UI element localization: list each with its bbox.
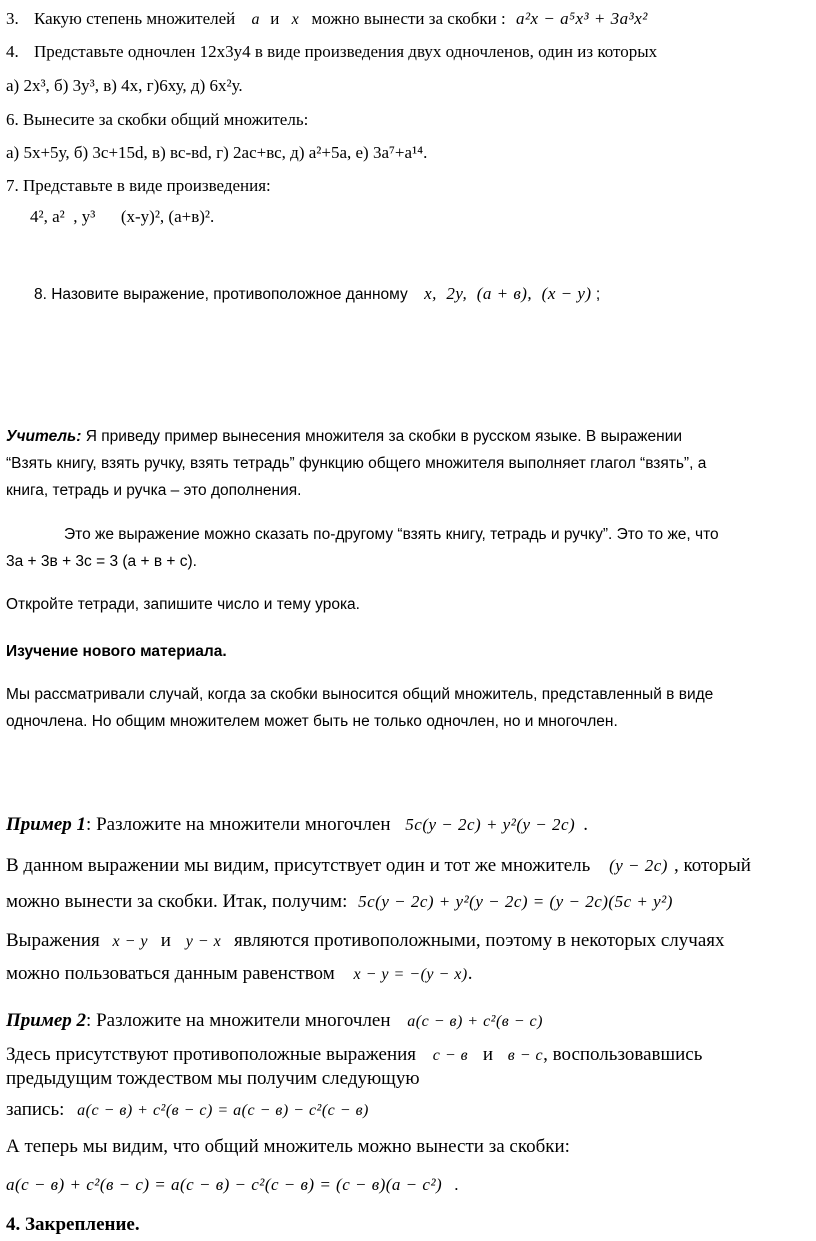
question-6-options: а) 5х+5у, б) 3с+15d, в) вс-вd, г) 2ас+вс, д) а²+5а, е) 3а⁷+а¹⁴. bbox=[6, 143, 428, 162]
dot: . bbox=[454, 1175, 459, 1194]
question-7-items: 4², а² , у³ (х-у)², (а+в)². bbox=[30, 207, 215, 226]
example-label: Пример 1 bbox=[6, 814, 87, 835]
example-1-line-4 bbox=[6, 930, 810, 952]
question-text: Представьте одночлен 12х3у4 в виде произведения двух одночленов, один из которых bbox=[34, 42, 658, 61]
example-1-line-5 bbox=[6, 963, 810, 985]
text: Здесь присутствуют противоположные выражения bbox=[6, 1044, 417, 1065]
example-1-line-2 bbox=[6, 855, 810, 877]
question-8 bbox=[34, 284, 810, 304]
teacher-label: Учитель: bbox=[6, 428, 82, 445]
text: запись: bbox=[6, 1099, 65, 1120]
text-end: являются противоположными, поэтому в некоторых случаях bbox=[233, 930, 725, 951]
new-material-line-1: Мы рассматривали случай, когда за скобки выносится общий множитель, представленный в виде bbox=[6, 686, 714, 703]
semicolon: ; bbox=[595, 286, 601, 303]
formula: a²x − a⁵x³ + 3a³x² bbox=[515, 9, 648, 28]
question-text-end: можно вынести за скобки : bbox=[311, 9, 506, 28]
text: можно вынести за скобки. Итак, получим: bbox=[6, 891, 348, 912]
text-end: , воспользовавшись bbox=[543, 1044, 703, 1065]
dot: . bbox=[467, 963, 473, 984]
example-label: Пример 2 bbox=[6, 1010, 87, 1031]
example-text: : Разложите на множители многочлен bbox=[86, 1010, 391, 1031]
section-4-heading: 4. Закрепление. bbox=[6, 1214, 140, 1235]
teacher-line-3: книга, тетрадь и ручка – это дополнения. bbox=[6, 482, 302, 499]
question-number: 4. bbox=[6, 42, 19, 61]
question-number: 3. bbox=[6, 9, 19, 28]
example-2-line-2 bbox=[6, 1044, 810, 1066]
conjunction: и bbox=[482, 1044, 494, 1065]
conjunction: и bbox=[270, 9, 280, 28]
text: В данном выражении мы видим, присутствует один и тот же множитель bbox=[6, 855, 591, 876]
question-6-title: 6. Вынесите за скобки общий множитель: bbox=[6, 110, 309, 129]
final-formula: a(c − в) + c²(в − c) = a(c − в) − c²(c − в) = (c − в)(a − c²) bbox=[6, 1175, 443, 1194]
new-material-line-2: одночлена. Но общим множителем может быть не только одночлен, но и многочлен. bbox=[6, 713, 618, 730]
new-material-heading: Изучение нового материала. bbox=[6, 643, 227, 660]
question-text: 8. Назовите выражение, противоположное данному bbox=[34, 286, 408, 303]
text: можно пользоваться данным равенством bbox=[6, 963, 335, 984]
identity-formula: x − y = −(y − x) bbox=[353, 966, 468, 983]
example-2-line-3: предыдущим тождеством мы получим следующую bbox=[6, 1068, 420, 1089]
question-text: Какую степень множителей bbox=[34, 9, 236, 28]
result-formula: 5c(y − 2c) + y²(y − 2c) = (y − 2c)(5c + y²) bbox=[358, 892, 673, 911]
teacher-instruction: Откройте тетради, запишите число и тему урока. bbox=[6, 596, 360, 613]
formula: 5c(y − 2c) + y²(y − 2c) bbox=[405, 815, 576, 834]
example-1-title bbox=[6, 814, 810, 836]
example-2-line-4 bbox=[6, 1099, 810, 1121]
example-2-line-5: А теперь мы видим, что общий множитель можно вынести за скобки: bbox=[6, 1136, 570, 1157]
expr-2: y − x bbox=[185, 933, 222, 950]
variable-a: a bbox=[251, 11, 261, 28]
factor-formula: (y − 2c) bbox=[609, 856, 668, 875]
teacher-paragraph-2-line-2: 3а + 3в + 3с = 3 (а + в + с). bbox=[6, 553, 197, 570]
teacher-paragraph-2: Это же выражение можно сказать по-другому “взять книгу, тетрадь и ручку”. Это то же, что bbox=[64, 526, 719, 543]
question-3 bbox=[6, 9, 810, 29]
text: Выражения bbox=[6, 930, 100, 951]
conjunction: и bbox=[160, 930, 171, 951]
text-end: , который bbox=[673, 855, 751, 876]
question-4-options: а) 2х³, б) 3у³, в) 4х, г)6ху, д) 6х²у. bbox=[6, 76, 243, 95]
expr-2: в − c bbox=[507, 1047, 544, 1064]
rewrite-formula: a(c − в) + c²(в − c) = a(c − в) − c²(c − в) bbox=[77, 1102, 369, 1119]
teacher-text: Я приведу пример вынесения множителя за скобки в русском языке. В выражении bbox=[81, 428, 683, 445]
expr-1: x − y bbox=[112, 933, 149, 950]
teacher-line-2: “Взять книгу, взять ручку, взять тетрадь” функцию общего множителя выполняет глагол “взять”, а bbox=[6, 455, 707, 472]
example-2-title bbox=[6, 1010, 810, 1032]
question-4 bbox=[6, 42, 810, 62]
formula: x, 2y, (a + в), (x − y) bbox=[424, 284, 592, 303]
formula: a(c − в) + c²(в − c) bbox=[407, 1013, 543, 1030]
question-7-title: 7. Представьте в виде произведения: bbox=[6, 176, 271, 195]
example-1-line-3 bbox=[6, 891, 810, 913]
example-text: : Разложите на множители многочлен bbox=[86, 814, 391, 835]
teacher-line-1 bbox=[6, 428, 810, 446]
expr-1: c − в bbox=[432, 1047, 469, 1064]
dot: . bbox=[583, 814, 588, 835]
variable-x: x bbox=[291, 11, 300, 28]
example-2-final bbox=[6, 1175, 810, 1195]
